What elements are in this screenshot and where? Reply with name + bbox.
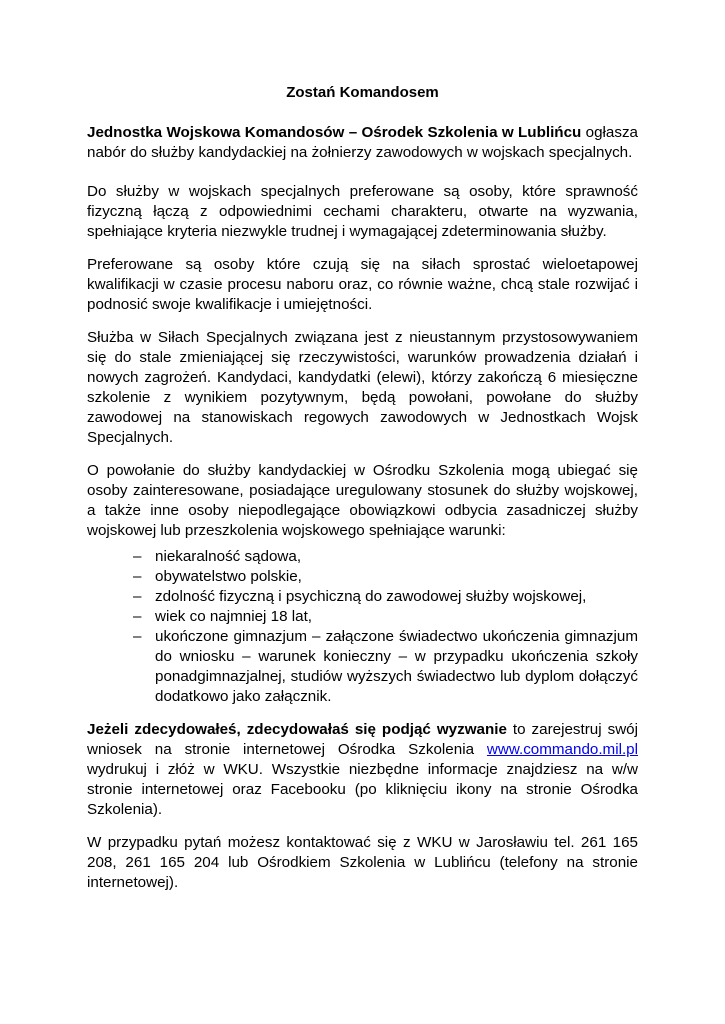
- requirement-text: zdolność fizyczną i psychiczną do zawodowej służby wojskowej,: [155, 588, 587, 605]
- paragraph-qualification: Preferowane są osoby które czują się na siłach sprostać wieloetapowej kwalifikacji w czasie procesu naboru oraz, co równie ważne, chcą stale rozwijać i podnosić swoje kwalifikacje i umiejętności.: [87, 256, 638, 313]
- requirement-text: obywatelstwo polskie,: [155, 568, 302, 585]
- requirement-text: ukończone gimnazjum – załączone świadectwo ukończenia gimnazjum do wniosku – warunek konieczny – w przypadku ukończenia szkoły ponadgimnazjalnej, studiów wyższych świadectwo lub dyplom dołączyć dodatkowo jako załącznik.: [155, 628, 638, 705]
- cta-text: to zarejestruj swój wniosek na stronie internetowej Ośrodka Szkolenia: [87, 721, 638, 758]
- document-title: Zostań Komandosem: [286, 84, 439, 101]
- intro-unit-name: Jednostka Wojskowa Komandosów – Ośrodek Szkolenia w Lublińcu: [87, 124, 582, 141]
- document-page: [87, 83, 638, 906]
- cta-heading: Jeżeli zdecydowałeś, zdecydowałaś się podjąć wyzwanie: [87, 721, 507, 738]
- dash-bullet: –: [133, 548, 142, 565]
- list-item: [133, 547, 638, 567]
- paragraph-service: Służba w Siłach Specjalnych związana jest z nieustannym przystosowywaniem się do stale zmieniającej się rzeczywistości, warunków prowadzenia działań i nowych zagrożeń. Kandydaci, kandydatki (elewi), którzy zakończą 6 miesięczne szkolenie z wynikiem pozytywnym, będą powołani, powołane do służby zawodowej na stanowiskach regowych zawodowych w Jednostkach Wojsk Specjalnych.: [87, 329, 638, 446]
- paragraph-eligibility: O powołanie do służby kandydackiej w Ośrodku Szkolenia mogą ubiegać się osoby zainteresowane, posiadające uregulowany stosunek do służby wojskowej, a także inne osoby niepodlegające obowiązkowi odbycia zasadniczej służby wojskowej lub przeszkolenia wojskowego spełniające warunki:: [87, 462, 638, 539]
- contact-paragraph: W przypadku pytań możesz kontaktować się z WKU w Jarosławiu tel. 261 165 208, 261 165 204 lub Ośrodkiem Szkolenia w Lublińcu (telefony na stronie internetowej).: [87, 834, 638, 891]
- requirements-list: [87, 547, 638, 707]
- intro-paragraph: [87, 123, 638, 163]
- requirement-text: niekaralność sądowa,: [155, 548, 302, 565]
- list-item: [133, 607, 638, 627]
- intro-text: ogłasza nabór do służby kandydackiej na żołnierzy zawodowych w wojskach specjalnych.: [87, 124, 638, 161]
- website-link[interactable]: www.commando.mil.pl: [486, 741, 638, 758]
- list-item: [133, 567, 638, 587]
- list-item: [133, 587, 638, 607]
- dash-bullet: –: [133, 628, 142, 645]
- dash-bullet: –: [133, 568, 142, 585]
- dash-bullet: –: [133, 608, 142, 625]
- dash-bullet: –: [133, 588, 142, 605]
- cta-text-after: wydrukuj i złóż w WKU. Wszystkie niezbędne informacje znajdziesz na w/w stronie internetowej oraz Facebooku (po kliknięciu ikony na stronie Ośrodka Szkolenia).: [87, 761, 638, 818]
- list-item: [133, 627, 638, 707]
- requirement-text: wiek co najmniej 18 lat,: [155, 608, 313, 625]
- cta-paragraph: [87, 720, 638, 820]
- paragraph-preferences: Do służby w wojskach specjalnych preferowane są osoby, które sprawność fizyczną łączą z odpowiednimi cechami charakteru, otwarte na wyzwania, spełniające kryteria niezwykle trudnej i wymagającej zdeterminowania służby.: [87, 183, 638, 240]
